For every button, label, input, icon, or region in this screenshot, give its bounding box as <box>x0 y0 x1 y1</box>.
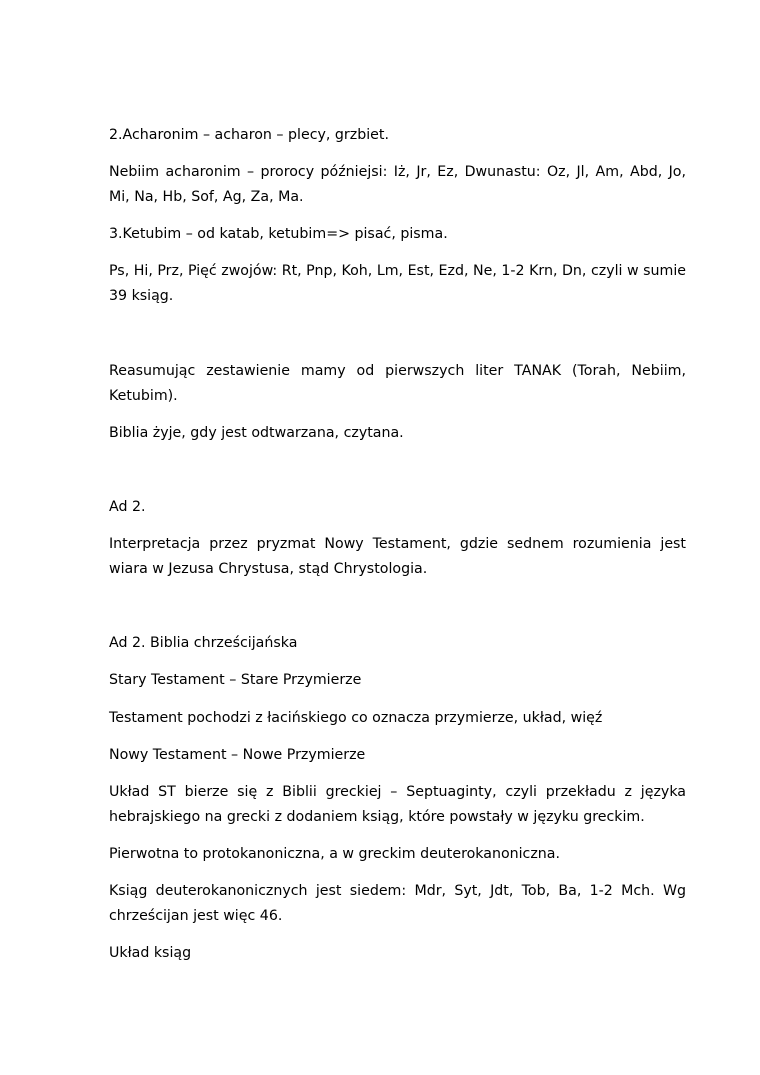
paragraph-protokanoniczna: Pierwotna to protokanoniczna, a w greckim deuterokanoniczna. <box>109 846 560 862</box>
paragraph-nowy-testament: Nowy Testament – Nowe Przymierze <box>109 747 366 763</box>
heading-ad-2: Ad 2. <box>109 499 146 515</box>
heading-biblia-chrzescijanska: Ad 2. Biblia chrześcijańska <box>109 635 298 651</box>
paragraph-uklad-st: Układ ST bierze się z Biblii greckiej – Septuaginty, czyli przekładu z języka hebrajskiego na grecki z dodaniem ksiąg, które powstały w języku greckim. <box>109 784 686 825</box>
paragraph-nebiim-acharonim: Nebiim acharonim – prorocy późniejsi: Iż, Jr, Ez, Dwunastu: Oz, Jl, Am, Abd, Jo, Mi, Na, Hb, Sof, Ag, Za, Ma. <box>109 164 686 205</box>
paragraph-acharonim: 2.Acharonim – acharon – plecy, grzbiet. <box>109 127 389 143</box>
paragraph-testament-etymology: Testament pochodzi z łacińskiego co oznacza przymierze, układ, więź <box>109 710 603 726</box>
paragraph-ketubim: 3.Ketubim – od katab, ketubim=> pisać, pisma. <box>109 226 448 242</box>
paragraph-biblia-zyje: Biblia żyje, gdy jest odtwarzana, czytana. <box>109 425 404 441</box>
paragraph-uklad-ksiag: Układ ksiąg <box>109 945 192 961</box>
paragraph-deuterokanoniczne: Ksiąg deuterokanonicznych jest siedem: Mdr, Syt, Jdt, Tob, Ba, 1-2 Mch. Wg chrześcijan jest więc 46. <box>109 883 686 924</box>
paragraph-ketubim-books: Ps, Hi, Prz, Pięć zwojów: Rt, Pnp, Koh, Lm, Est, Ezd, Ne, 1-2 Krn, Dn, czyli w sumie 39 ksiąg. <box>109 263 686 304</box>
paragraph-tanak-summary: Reasumując zestawienie mamy od pierwszych liter TANAK (Torah, Nebiim, Ketubim). <box>109 363 686 404</box>
paragraph-stary-testament: Stary Testament – Stare Przymierze <box>109 672 362 688</box>
paragraph-interpretacja: Interpretacja przez pryzmat Nowy Testament, gdzie sednem rozumienia jest wiara w Jezusa Chrystusa, stąd Chrystologia. <box>109 536 686 577</box>
